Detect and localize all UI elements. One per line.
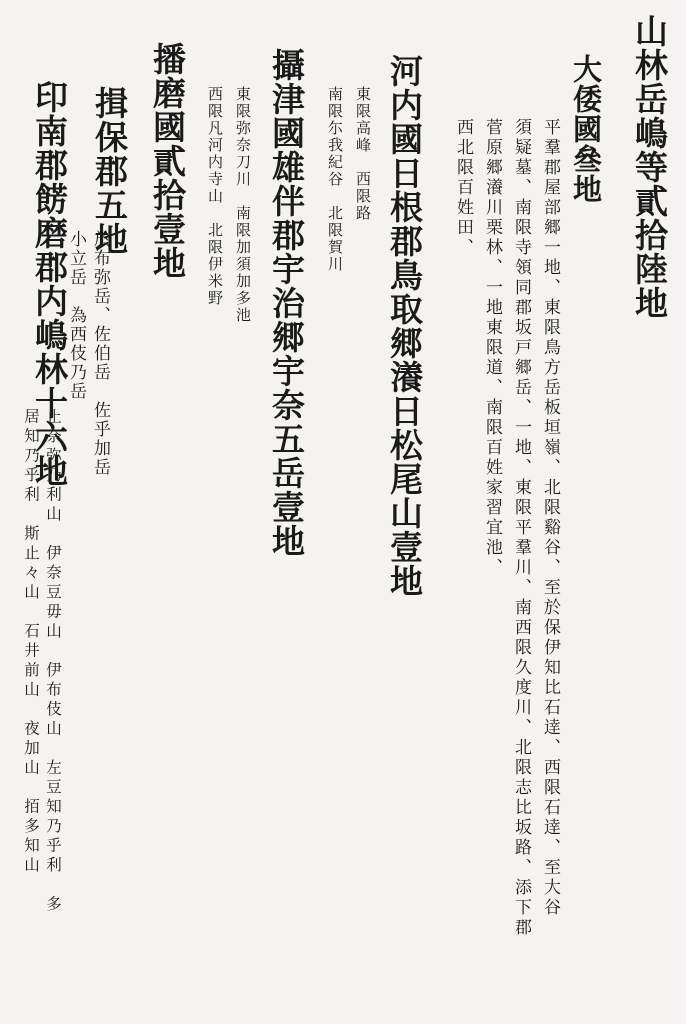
yamato-line-1: 平羣郡屋部郷一地、東限鳥方岳板垣嶺、北限谿谷、至於保伊知比石逹、西限石逹、至大谷	[540, 118, 560, 918]
kawachi-line-1: 東限高峰 西限路	[354, 86, 372, 222]
settsu-line-2: 西限凡河内寺山 北限伊米野	[206, 86, 224, 307]
inami-line-1: 止奈弥乃利山 伊奈豆毋山 伊布伎山 左豆知乃乎利 多	[44, 408, 62, 915]
ibo-line-2: 小立岳 為西伎乃岳	[66, 230, 86, 401]
yamato-line-2: 須疑墓、南限寺領同郡坂戸郷岳、一地、東限平羣川、南西限久度川、北限志比坂路、添下郡	[511, 118, 531, 938]
section-heading-settsu: 攝津國雄伴郡宇治郷宇奈五岳壹地	[267, 48, 306, 558]
yamato-line-4: 西北限百姓田、	[453, 118, 473, 258]
section-heading-yamato: 大倭國叄地	[569, 54, 603, 204]
page-title: 山林岳嶋等貳拾陸地	[630, 14, 669, 320]
section-heading-harima: 播磨國貳拾壹地	[148, 42, 187, 280]
ibo-line-1: 於布弥岳、佐伯岳 佐乎加岳	[90, 230, 110, 477]
yamato-line-3: 菅原郷瀁川栗林、一地東限道、南限百姓家習宜池、	[482, 118, 502, 578]
section-heading-kawachi: 河内國日根郡鳥取郷瀁日松尾山壹地	[385, 54, 424, 598]
settsu-line-1: 東限弥奈刀川 南限加須加多池	[234, 86, 252, 324]
ibo-heading: 揖保郡五地	[90, 86, 129, 256]
inami-line-2: 居知乃乎利 斯止々山 石井前山 夜加山 𢫦多知山	[22, 408, 40, 876]
inami-heading: 印南郡餝磨郡内嶋林十六地	[30, 80, 69, 488]
kawachi-line-2: 南限尓我紀谷 北限賀川	[326, 86, 344, 273]
